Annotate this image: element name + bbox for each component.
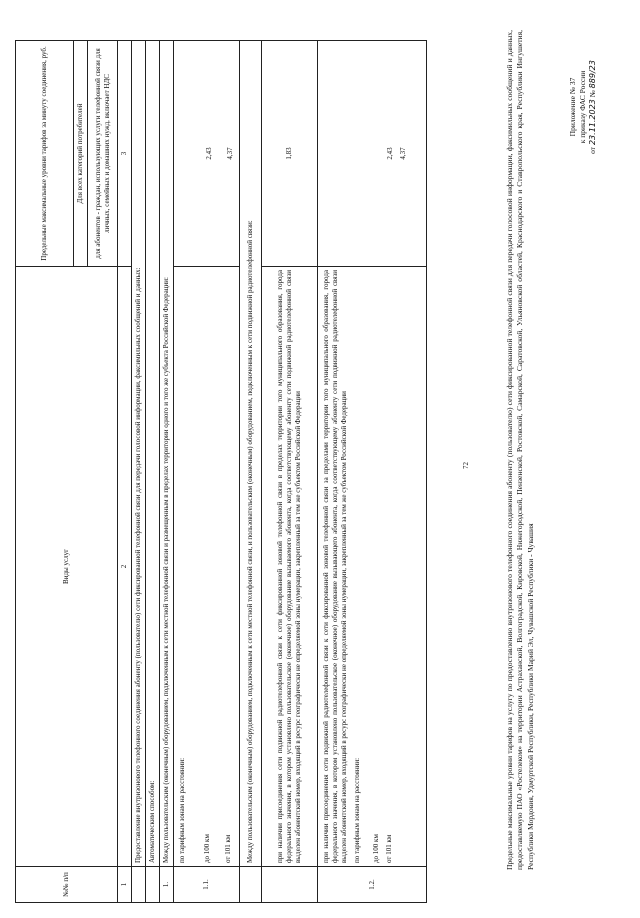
auto-methods-row	[146, 41, 160, 903]
tariff-table	[15, 40, 427, 903]
section-title: Предоставление внутризонового телефонного соединения абоненту (пользователю) сети фиксированной телефонной связи для передачи голосовой информации, факсимильных сообщений и данных:	[132, 41, 146, 867]
table-row: 1.2. при наличии присоединения сети подвижной радиотелефонной связи к сети фиксированной зоновой телефонной связи за пределами территории того муниципального образования, города федерального значения, в котором установлено пользовательское (оконечное) оборудование вызывающего абонента, когда соответствующему абоненту сети подвижной радиотелефонной связи выделен абонентский номер, входящий в ресурс географически не определяемой зоны нумерации, закрепленный за тем же субъектом Российской Федерации по тарифным зонам на расстоянии: до 100 км от 101 км 2,43 4,37	[318, 41, 427, 903]
table-header-row	[16, 41, 74, 903]
appendix-line: к приказу ФАС России	[577, 70, 587, 144]
table-row: Между пользовательским (оконечным) оборудованием, подключенным к сети местной телефонной связи, и пользовательским (оконечным) оборудованием, подключенным к сети подвижной радиотелефонной связи:	[240, 41, 262, 903]
appendix-title: Приложение № 37	[568, 77, 577, 137]
column-numbers-row: 1 2 3	[118, 41, 132, 903]
appendix-date: 23.11.2023	[587, 99, 597, 146]
page-number: 72	[462, 462, 470, 469]
section-title-row	[132, 41, 146, 903]
appendix-date-number: от 23.11.2023 № 889/23	[587, 60, 597, 154]
value-cell: 4,37	[226, 147, 234, 160]
header-price-group: Предельные максимальные уровни тарифов за минуту соединения, руб.	[16, 41, 74, 267]
appendix-number: 889/23	[587, 60, 597, 89]
auto-methods: Автоматическим способом:	[146, 41, 160, 867]
table-row: 1.1. по тарифным зонам на расстоянии: до 100 км от 101 км 2,43 4,37	[174, 41, 240, 903]
value-cell: 1,83	[262, 41, 318, 267]
value-cell: 2,43	[386, 147, 394, 160]
header-num: №№ п/п	[16, 867, 118, 903]
table-row: 1. Между пользовательским (оконечным) оборудованием, подключенным к сети местной телефонной связи и размещенным в пределах территории одного и того же субъекта Российской Федерации:	[160, 41, 174, 903]
header-citizens: для абонентов - граждан, использующих услуги телефонной связи для личных, семейных и домашних нужд, включает НДС	[88, 41, 118, 267]
intro-paragraph: Предельные максимальные уровни тарифов на услугу по предоставлению внутризонового телефонного соединения абоненту (пользователю) сети фиксированной телефонной связи для передачи голосовой информации, факсимильных сообщений и данных, предоставляемую ПАО «Ростелеком» на территории Астраханской, Волгоградской, Кировской, Нижегородской, Пензенской, Ростовской, Самарской, Саратовской, Ульяновской областей, Краснодарского и Ставропольского края, Республики Ингушетия, Республики Мордовия, Удмуртской Республики, Республики Марий Эл, Чувашской Республики - Чувашия	[505, 30, 535, 870]
appendix-block	[568, 51, 597, 163]
table-row: при наличии присоединения сети подвижной радиотелефонной связи к сети фиксированной зоновой телефонной связи в пределах территории того муниципального образования, города федерального значения, в котором установлено пользовательское (оконечное) оборудование вызываемого абонента, когда соответствующему абоненту сети подвижной радиотелефонной связи выделен абонентский номер, входящий в ресурс географически не определяемой зоны нумерации, закрепленный за тем же субъектом Российской Федерации 1,83	[262, 41, 318, 903]
header-all-categories: Для всех категорий потребителей	[74, 41, 88, 267]
header-service: Виды услуг	[16, 267, 118, 867]
value-cell: 4,37	[399, 147, 407, 160]
value-cell: 2,43	[205, 147, 213, 160]
